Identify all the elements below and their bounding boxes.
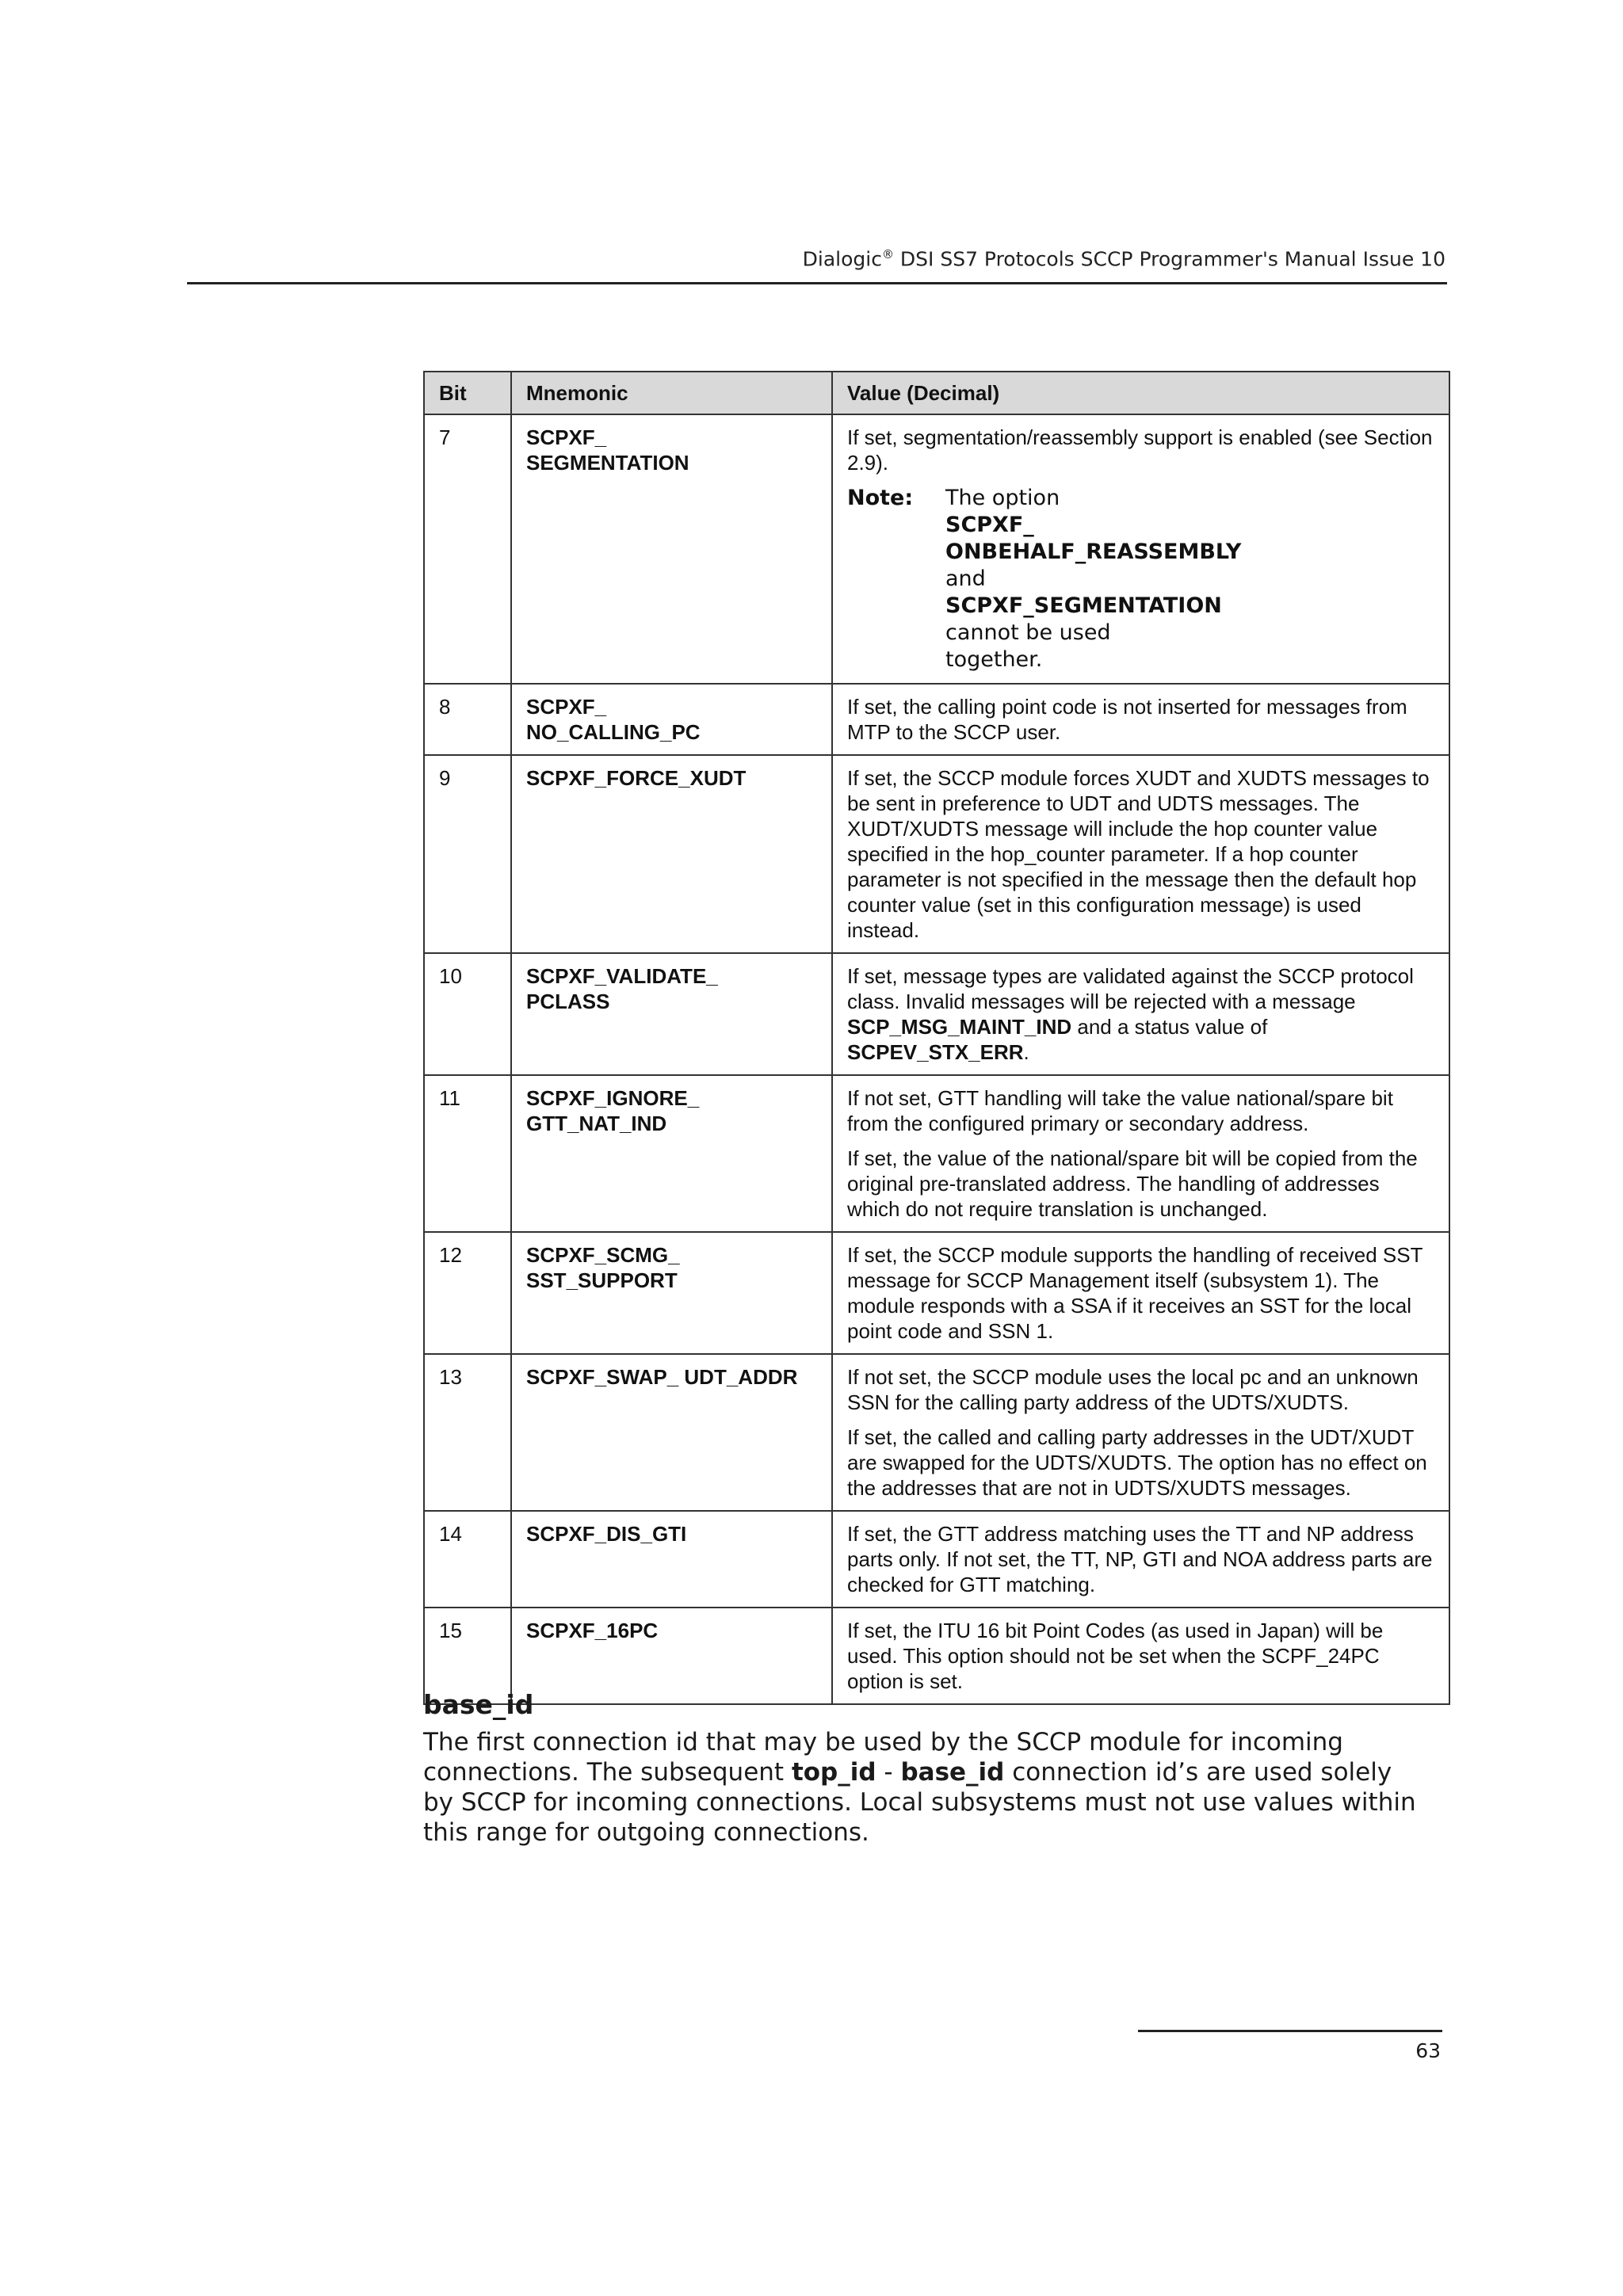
text-run: If not set, GTT handling will take the value national/spare bit from the configured primary or secondary address. [847, 1086, 1393, 1135]
text-run: If set, the calling point code is not inserted for messages from MTP to the SCCP user. [847, 695, 1407, 744]
text-run: The option [945, 486, 1060, 510]
mnemonic-cell [511, 1232, 832, 1354]
mnemonic-line: SCPXF_DIS_GTI [526, 1522, 687, 1546]
bit-cell: 9 [424, 755, 511, 953]
text-run: and [945, 566, 986, 591]
mnemonic-line: SCPXF_ [526, 425, 607, 449]
bold-run: SCPXF_SEGMENTATION [945, 593, 1222, 618]
text-run: If set, message types are validated against the SCCP protocol class. Invalid messages will be rejected with a message [847, 964, 1414, 1013]
value-paragraph [847, 694, 1434, 745]
paragraph-line [423, 1787, 1453, 1817]
note-line [945, 485, 1241, 539]
mnemonic-cell [511, 755, 832, 953]
value-paragraph [847, 425, 1434, 475]
mnemonic-cell [511, 1075, 832, 1232]
note-body [945, 485, 1241, 673]
value-cell [832, 1232, 1449, 1354]
text-run: If set, the called and calling party addresses in the UDT/XUDT are swapped for the UDTS/XUDTS. The option has no effect on the addresses that are not in UDTS/XUDTS messages. [847, 1425, 1427, 1500]
table-row [424, 953, 1449, 1075]
value-cell [832, 684, 1449, 755]
mnemonic-line: GTT_NAT_IND [526, 1112, 667, 1135]
mnemonic-line: SEGMENTATION [526, 451, 689, 475]
mnemonic-line: SCPXF_SCMG_ [526, 1243, 680, 1267]
paragraph-line [423, 1757, 1453, 1787]
bit-cell: 11 [424, 1075, 511, 1232]
bit-cell: 14 [424, 1511, 511, 1608]
table-row [424, 1075, 1449, 1232]
text-run: and a status value of [1071, 1015, 1268, 1039]
mnemonic-line: SCPXF_16PC [526, 1619, 659, 1642]
value-paragraph [847, 1242, 1434, 1344]
text-run: If set, the SCCP module supports the handling of received SST message for SCCP Management itself (subsystem 1). The module responds with a SSA if it receives an SST for the local point code and SSN 1. [847, 1243, 1423, 1343]
section-heading: base_id [423, 1689, 534, 1720]
text-run: - [876, 1758, 901, 1787]
text-run: connection id’s are used solely [1004, 1758, 1392, 1787]
bit-cell: 8 [424, 684, 511, 755]
bit-cell: 15 [424, 1608, 511, 1704]
note-line [945, 593, 1241, 646]
table-row [424, 414, 1449, 684]
note-line [945, 646, 1241, 673]
text-run: If set, the SCCP module forces XUDT and XUDTS messages to be sent in preference to UDT and UDTS messages. The XUDT/XUDTS message will include the hop counter value specified in the hop_counter parameter. If a hop counter parameter is not specified in the message then the default hop counter value (set in this configuration message) is used instead. [847, 766, 1430, 942]
text-run: If set, the value of the national/spare bit will be copied from the original pre-translated address. The handling of addresses which do not require translation is unchanged. [847, 1146, 1418, 1221]
bold-run: SCPXF_ [945, 513, 1034, 537]
column-header-bit: Bit [424, 372, 511, 414]
bit-cell: 13 [424, 1354, 511, 1511]
mnemonic-line: NO_CALLING_PC [526, 720, 701, 744]
bold-run: SCP_MSG_MAINT_IND [847, 1015, 1072, 1039]
table-row [424, 684, 1449, 755]
mnemonic-cell [511, 414, 832, 684]
text-run: If not set, the SCCP module uses the local pc and an unknown SSN for the calling party address of the UDTS/XUDTS. [847, 1365, 1419, 1414]
value-paragraph [847, 765, 1434, 943]
text-run: this range for outgoing connections. [423, 1818, 869, 1847]
bold-run: SCPEV_STX_ERR [847, 1040, 1024, 1064]
mnemonic-cell [511, 1608, 832, 1704]
mnemonic-line: SCPXF_VALIDATE_ [526, 964, 718, 988]
bold-run: ONBEHALF_REASSEMBLY [945, 540, 1242, 564]
table-row [424, 1232, 1449, 1354]
value-cell [832, 1608, 1449, 1704]
value-cell [832, 1354, 1449, 1511]
mnemonic-cell [511, 1354, 832, 1511]
text-run: If set, the ITU 16 bit Point Codes (as used in Japan) will be used. This option should not be set when the SCPF_24PC option is set. [847, 1619, 1384, 1693]
note-line [945, 539, 1241, 593]
running-header [803, 247, 1445, 270]
value-paragraph [847, 1146, 1434, 1222]
bit-cell: 10 [424, 953, 511, 1075]
value-cell [832, 1511, 1449, 1608]
footer-rule [1138, 2030, 1442, 2032]
text-run: If set, segmentation/reassembly support is enabled (see Section 2.9). [847, 425, 1433, 475]
note-label: Note: [847, 486, 914, 510]
column-header-value: Value (Decimal) [832, 372, 1449, 414]
note-block [847, 485, 1434, 673]
mnemonic-line: SCPXF_ [526, 695, 607, 719]
registered-mark: ® [881, 247, 894, 261]
table-header-row [424, 372, 1449, 414]
value-cell [832, 1075, 1449, 1232]
text-run: connections. The subsequent [423, 1758, 792, 1787]
paragraph-line [423, 1727, 1453, 1757]
value-paragraph [847, 1521, 1434, 1597]
header-title: DSI SS7 Protocols SCCP Programmer's Manual Issue 10 [893, 247, 1445, 271]
text-run: The first connection id that may be used by the SCCP module for incoming [423, 1728, 1343, 1756]
mnemonic-line: PCLASS [526, 990, 610, 1013]
column-header-mnemonic: Mnemonic [511, 372, 832, 414]
text-run: . [1023, 1040, 1029, 1064]
mnemonic-cell [511, 1511, 832, 1608]
mnemonic-cell [511, 684, 832, 755]
table-row [424, 1608, 1449, 1704]
header-rule [187, 282, 1447, 284]
table-body [424, 414, 1449, 1704]
value-cell [832, 755, 1449, 953]
bit-cell: 12 [424, 1232, 511, 1354]
mnemonic-line: SST_SUPPORT [526, 1268, 678, 1292]
table-row [424, 1354, 1449, 1511]
mnemonic-line: SCPXF_IGNORE_ [526, 1086, 700, 1110]
value-paragraph [847, 1364, 1434, 1415]
table-row [424, 755, 1449, 953]
section-paragraph [423, 1727, 1453, 1848]
value-paragraph [847, 1425, 1434, 1501]
text-run: by SCCP for incoming connections. Local subsystems must not use values within [423, 1788, 1416, 1817]
page-number: 63 [1415, 2039, 1441, 2062]
table-row [424, 1511, 1449, 1608]
value-cell [832, 414, 1449, 684]
value-paragraph [847, 1085, 1434, 1136]
parameter-table [423, 371, 1450, 1705]
value-paragraph [847, 1618, 1434, 1694]
mnemonic-line: SCPXF_SWAP_ UDT_ADDR [526, 1365, 798, 1389]
mnemonic-line: SCPXF_FORCE_XUDT [526, 766, 747, 790]
mnemonic-cell [511, 953, 832, 1075]
text-run: together. [945, 647, 1043, 672]
text-run: If set, the GTT address matching uses the TT and NP address parts only. If not set, the TT, NP, GTI and NOA address parts are checked for GTT matching. [847, 1522, 1433, 1596]
bold-run: top_id [791, 1758, 876, 1787]
paragraph-line [423, 1817, 1453, 1848]
bit-cell: 7 [424, 414, 511, 684]
header-brand: Dialogic [802, 247, 882, 271]
bold-run: base_id [900, 1758, 1005, 1787]
value-paragraph [847, 963, 1434, 1065]
text-run: cannot be used [945, 620, 1111, 645]
value-cell [832, 953, 1449, 1075]
